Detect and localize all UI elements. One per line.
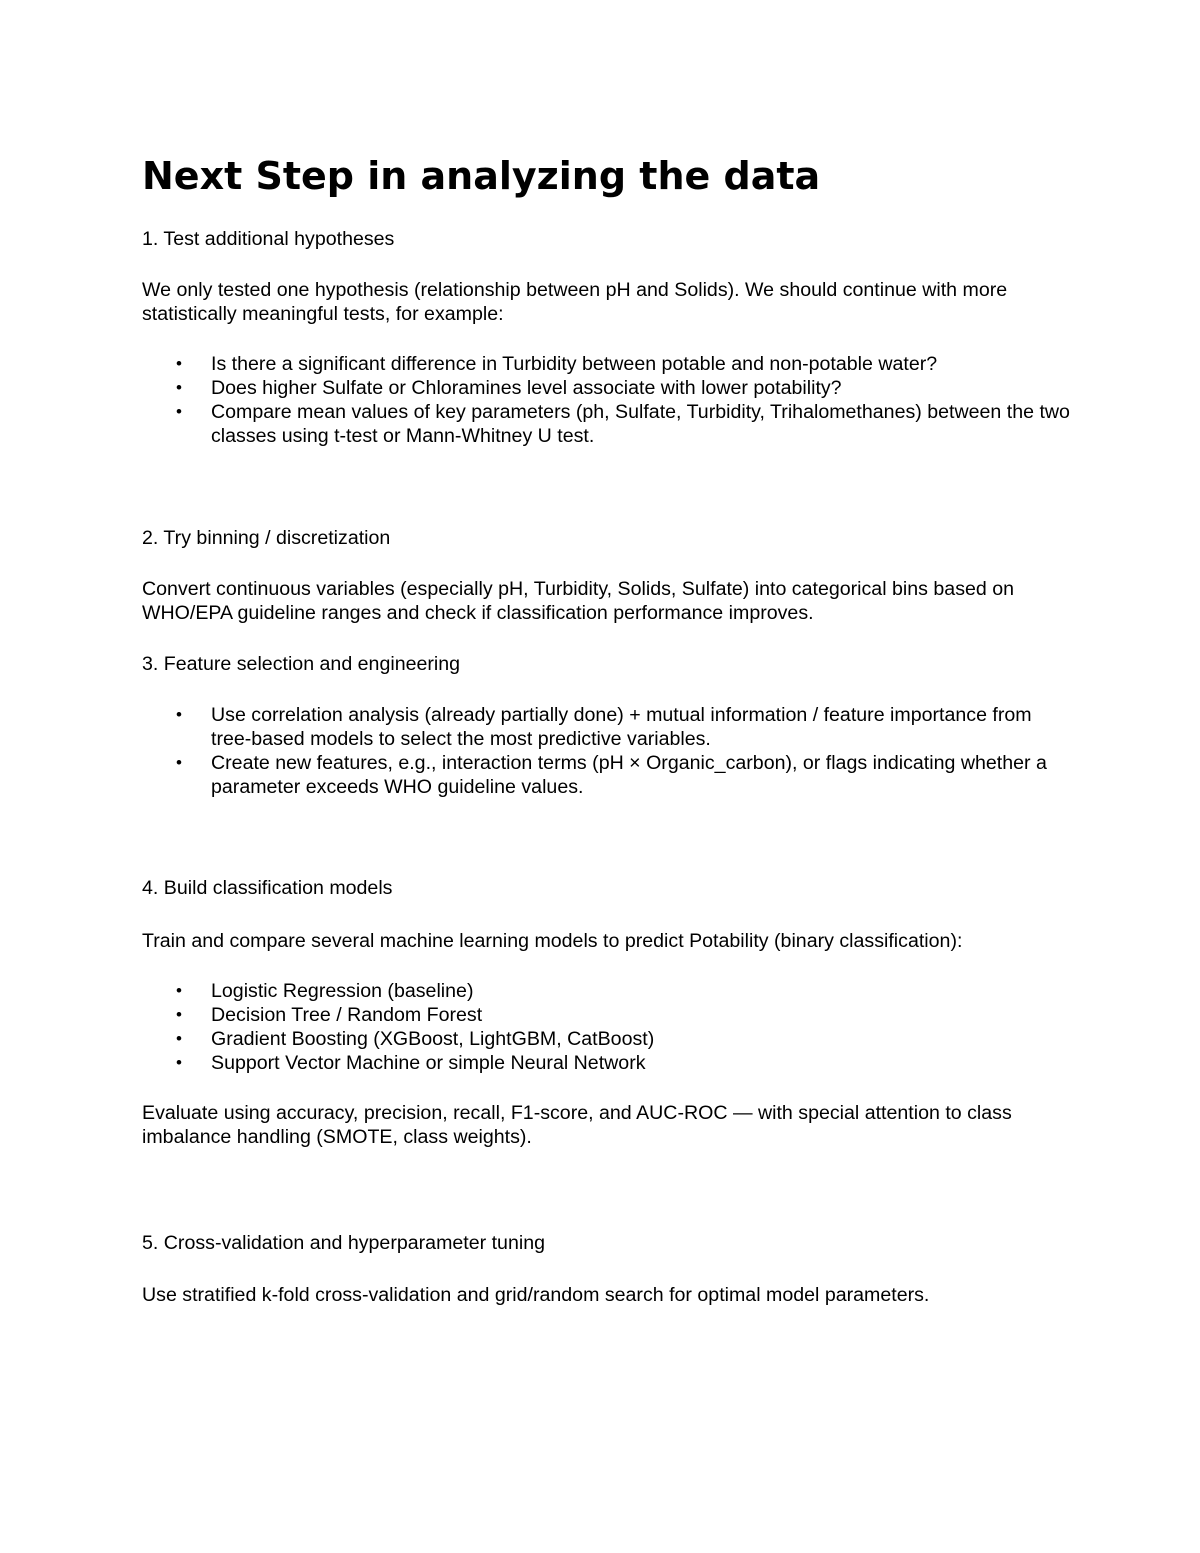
section-2-intro: Convert continuous variables (especially pH, Turbidity, Solids, Sulfate) into categorical bins based on WHO/EPA guideline ranges and check if classification performance improves. <box>142 578 1015 624</box>
section-4-intro: Train and compare several machine learning models to predict Potability (binary classification): <box>142 930 963 952</box>
list-item-text: Does higher Sulfate or Chloramines level associate with lower potability? <box>211 377 842 399</box>
list-item <box>142 751 1072 799</box>
bullet-icon: • <box>176 981 182 1000</box>
list-item-text: Create new features, e.g., interaction terms (pH × Organic_carbon), or flags indicating whether a parameter exceeds WHO guideline values. <box>211 752 1047 798</box>
list-item-text: Gradient Boosting (XGBoost, LightGBM, CatBoost) <box>211 1028 655 1050</box>
list-item <box>142 1027 1072 1051</box>
page-title: Next Step in analyzing the data <box>142 154 821 198</box>
list-item <box>142 703 1072 751</box>
list-item-text: Is there a significant difference in Turbidity between potable and non-potable water? <box>211 353 938 375</box>
bullet-icon: • <box>176 402 182 421</box>
section-4-bullet-list <box>142 979 1072 1075</box>
list-item-text: Use correlation analysis (already partially done) + mutual information / feature importance from tree-based models to select the most predictive variables. <box>211 704 1032 750</box>
section-2-heading: 2. Try binning / discretization <box>142 527 391 549</box>
list-item <box>142 352 1072 376</box>
list-item-text: Support Vector Machine or simple Neural Network <box>211 1052 646 1074</box>
list-item-text: Logistic Regression (baseline) <box>211 980 474 1002</box>
section-1-heading: 1. Test additional hypotheses <box>142 228 395 250</box>
section-1-intro: We only tested one hypothesis (relationship between pH and Solids). We should continue with more statistically meaningful tests, for example: <box>142 279 1008 325</box>
list-item <box>142 1051 1072 1075</box>
section-3-heading: 3. Feature selection and engineering <box>142 653 461 675</box>
section-4-outro: Evaluate using accuracy, precision, recall, F1-score, and AUC-ROC — with special attention to class imbalance handling (SMOTE, class weights). <box>142 1102 1012 1148</box>
bullet-icon: • <box>176 1005 182 1024</box>
section-5-intro: Use stratified k-fold cross-validation and grid/random search for optimal model parameters. <box>142 1284 930 1306</box>
list-item <box>142 1003 1072 1027</box>
bullet-icon: • <box>176 753 182 772</box>
bullet-icon: • <box>176 354 182 373</box>
bullet-icon: • <box>176 1029 182 1048</box>
bullet-icon: • <box>176 705 182 724</box>
list-item <box>142 376 1072 400</box>
list-item-text: Decision Tree / Random Forest <box>211 1004 483 1026</box>
list-item <box>142 400 1072 448</box>
section-1-bullet-list <box>142 352 1072 448</box>
bullet-icon: • <box>176 1053 182 1072</box>
list-item-text: Compare mean values of key parameters (ph, Sulfate, Turbidity, Trihalomethanes) between the two classes using t-test or Mann-Whitney U test. <box>211 401 1070 447</box>
list-item <box>142 979 1072 1003</box>
bullet-icon: • <box>176 378 182 397</box>
section-4-heading: 4. Build classification models <box>142 877 393 899</box>
section-3-bullet-list <box>142 703 1072 799</box>
section-5-heading: 5. Cross-validation and hyperparameter tuning <box>142 1232 545 1254</box>
